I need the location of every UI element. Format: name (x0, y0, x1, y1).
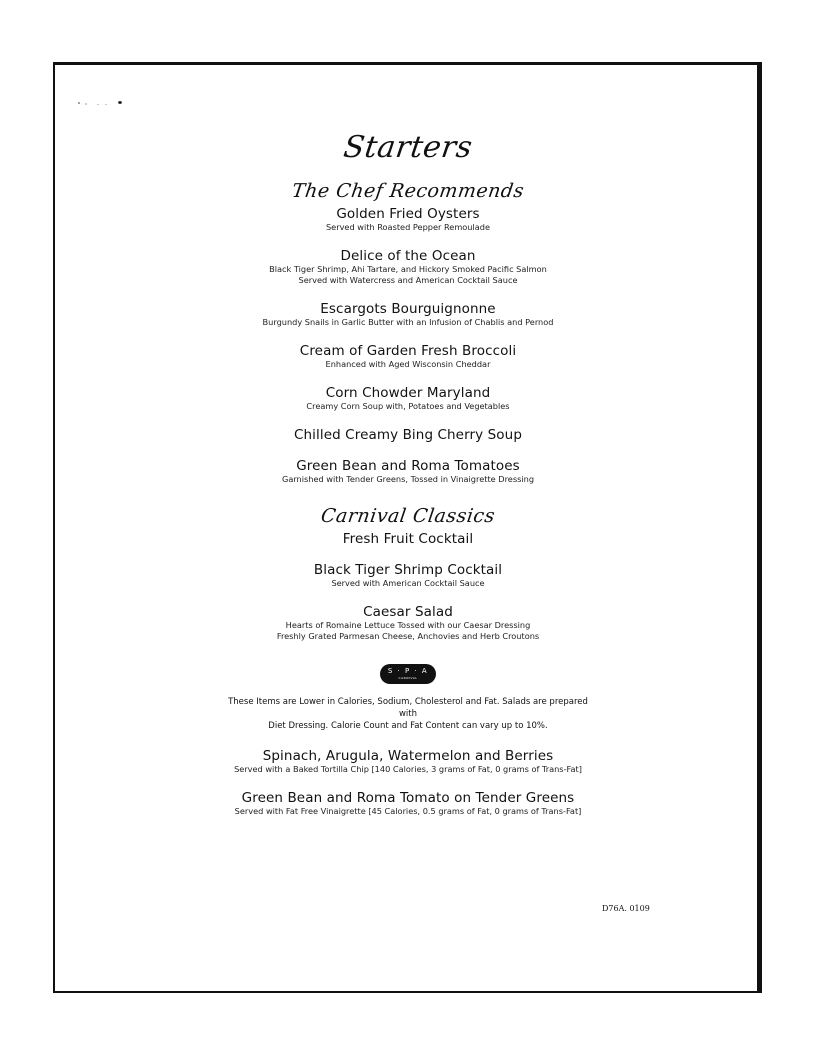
menu-content (0, 126, 816, 832)
spa-badge-container (0, 664, 816, 684)
spa-logo-badge (380, 664, 436, 684)
menu-item-description: Served with Fat Free Vinaigrette [45 Calories, 0.5 grams of Fat, 0 grams of Trans-Fat] (234, 806, 582, 816)
menu-item-name: Fresh Fruit Cocktail (342, 531, 474, 547)
section-heading-carnival-classics: Carnival Classics (319, 505, 497, 527)
menu-item-name: Green Bean and Roma Tomatoes (296, 458, 520, 474)
menu-item (0, 385, 816, 412)
menu-item (0, 206, 816, 233)
menu-item-description: Black Tiger Shrimp, Ahi Tartare, and Hickory Smoked Pacific Salmon (269, 264, 547, 274)
spa-nutrition-note (223, 696, 593, 732)
spa-note-line: Diet Dressing. Calorie Count and Fat Content can vary up to 10%. (268, 721, 548, 731)
menu-item-name: Spinach, Arugula, Watermelon and Berries (262, 748, 554, 764)
menu-item (0, 301, 816, 328)
menu-item-description: Served with American Cocktail Sauce (331, 578, 485, 588)
menu-item-description: Garnished with Tender Greens, Tossed in Vinaigrette Dressing (281, 474, 535, 484)
menu-item-name: Caesar Salad (363, 604, 453, 620)
menu-item-name: Golden Fried Oysters (336, 206, 480, 222)
menu-item-description: Creamy Corn Soup with, Potatoes and Vegetables (306, 401, 510, 411)
menu-item (0, 427, 816, 443)
menu-item (0, 248, 816, 286)
menu-item-description: Hearts of Romaine Lettuce Tossed with our Caesar Dressing (285, 620, 531, 630)
menu-item (0, 562, 816, 589)
section-heading-chef-recommends: The Chef Recommends (290, 180, 526, 202)
scan-specks (76, 98, 136, 108)
spa-logo-tagline: CARNIVAL (398, 676, 418, 680)
document-code: D76A. 0109 (602, 904, 650, 913)
spa-menu-item (0, 748, 816, 775)
spa-note-line: These Items are Lower in Calories, Sodium, Cholesterol and Fat. Salads are prepared with (228, 697, 588, 719)
menu-item-description: Burgundy Snails in Garlic Butter with an Infusion of Chablis and Pernod (262, 317, 554, 327)
menu-item (0, 458, 816, 485)
menu-item-name: Escargots Bourguignonne (320, 301, 496, 317)
spa-menu-item (0, 790, 816, 817)
menu-item-description: Served with a Baked Tortilla Chip [140 Calories, 3 grams of Fat, 0 grams of Trans-Fat] (234, 764, 582, 774)
spa-logo-letters: S · P · A (387, 667, 429, 675)
menu-item-description: Freshly Grated Parmesan Cheese, Anchovies and Herb Croutons (276, 631, 540, 641)
menu-item (0, 343, 816, 370)
menu-item-description: Served with Roasted Pepper Remoulade (325, 222, 491, 232)
menu-item-description: Enhanced with Aged Wisconsin Cheddar (325, 359, 491, 369)
menu-item-name: Delice of the Ocean (340, 248, 476, 264)
menu-item-name: Green Bean and Roma Tomato on Tender Greens (241, 790, 575, 806)
menu-item-description: Served with Watercress and American Cocktail Sauce (298, 275, 518, 285)
menu-item-name: Chilled Creamy Bing Cherry Soup (293, 427, 522, 443)
menu-title: Starters (341, 130, 475, 165)
menu-item-name: Black Tiger Shrimp Cocktail (313, 562, 503, 578)
menu-item-name: Cream of Garden Fresh Broccoli (299, 343, 517, 359)
menu-item (0, 531, 816, 547)
menu-item-name: Corn Chowder Maryland (325, 385, 491, 401)
menu-item (0, 604, 816, 642)
